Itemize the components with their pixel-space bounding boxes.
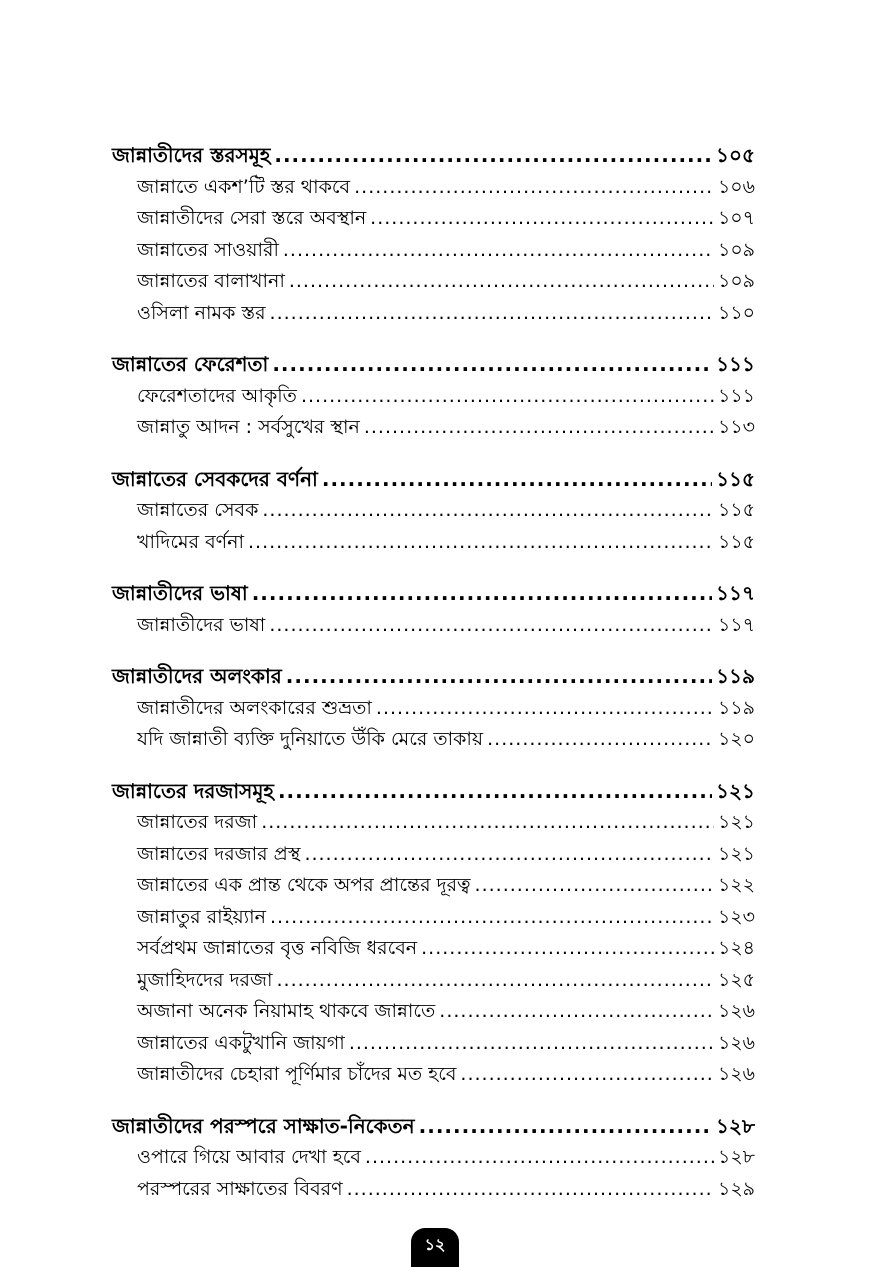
toc-entry-title: যদি জান্নাতী ব্যক্তি দুনিয়াতে উঁকি মেরে তাকায়	[137, 728, 484, 750]
toc-entry-page: ১১০	[717, 301, 755, 324]
toc-heading-page: ১২৮	[716, 1113, 755, 1138]
toc-entry	[112, 839, 755, 871]
toc-entry-title: জান্নাতে একশ’টি স্তর থাকবে	[137, 175, 351, 198]
toc-heading	[112, 140, 755, 172]
toc-entry-page: ১১৫	[718, 499, 755, 521]
dot-leader	[252, 578, 712, 610]
dot-leader	[278, 776, 712, 808]
toc-section	[112, 578, 755, 641]
toc-heading-page: ১০৫	[716, 143, 755, 167]
toc-entry-page: ১১৭	[717, 613, 755, 636]
toc-section	[112, 1111, 755, 1206]
toc-section	[112, 464, 755, 559]
toc-entry-title: জান্নাতের এক প্রান্ত থেকে অপর প্রান্তের দূরত্ব	[137, 874, 471, 896]
toc-heading-title: জান্নাতের সেবকদের বর্ণনা	[112, 466, 318, 491]
toc-entry-title: জান্নাতীদের ভাষা	[137, 613, 266, 636]
toc-entry-title: জান্নাতু আদন : সর্বসুখের স্থান	[137, 416, 360, 438]
dot-leader	[439, 996, 714, 1028]
dot-leader	[370, 203, 714, 235]
dot-leader	[376, 693, 714, 725]
toc-heading-page: ১২১	[716, 778, 755, 803]
toc-entry	[112, 235, 755, 267]
page-number: ১২	[411, 1228, 459, 1267]
toc-entry-title: মুজাহিদদের দরজা	[137, 968, 273, 991]
toc-section	[112, 349, 755, 444]
toc-entry-title: জান্নাতীদের চেহারা পূর্ণিমার চাঁদের মত হবে	[137, 1063, 457, 1085]
dot-leader	[322, 464, 712, 496]
toc-heading	[112, 1111, 755, 1143]
toc-heading-page: ১১৭	[716, 581, 755, 605]
toc-entry-page: ১২২	[717, 874, 755, 896]
toc-heading-title: জান্নাতীদের স্তরসমূহ	[112, 143, 271, 167]
toc-entry-title: জান্নাতের দরজা	[137, 811, 258, 833]
toc-entry-title: অজানা অনেক নিয়ামাহ থাকবে জান্নাতে	[137, 1000, 436, 1022]
toc-entry	[112, 1174, 755, 1206]
toc-entry	[112, 870, 755, 902]
toc-entry-page: ১২৬	[717, 1063, 755, 1085]
toc-heading-page: ১১৯	[716, 664, 755, 688]
toc-entry-title: সর্বপ্রথম জান্নাতের বৃত্ত নবিজি ধরবেন	[137, 937, 418, 959]
toc-entry	[112, 381, 755, 413]
toc-entry	[112, 1028, 755, 1060]
toc-entry-page: ১১১	[718, 384, 755, 407]
toc-entry	[112, 412, 755, 444]
toc-section	[112, 661, 755, 756]
toc-heading	[112, 464, 755, 496]
toc-entry	[112, 965, 755, 997]
toc-entry-page: ১২৮	[717, 1146, 755, 1168]
dot-leader	[365, 1142, 714, 1174]
toc-entry-title: জান্নাতুর রাইয়্যান	[137, 905, 267, 928]
toc-entry-page: ১২৬	[717, 1000, 755, 1022]
dot-leader	[270, 902, 714, 934]
toc-entry-page: ১২৪	[717, 937, 755, 959]
dot-leader	[272, 349, 712, 381]
dot-leader	[289, 266, 714, 298]
toc-entry-title: ওসিলা নামক স্তর	[137, 301, 266, 324]
toc-entry-title: জান্নাতের সাওয়ারী	[137, 238, 279, 261]
toc-entry-title: জান্নাতের বালাখানা	[137, 270, 285, 292]
toc-heading	[112, 349, 755, 381]
toc-section	[112, 140, 755, 329]
toc-entry-title: জান্নাতীদের অলংকারের শুভ্রতা	[137, 696, 372, 719]
dot-leader	[347, 1174, 714, 1206]
toc-entry-page: ১১৩	[717, 416, 755, 438]
toc-entry-page: ১২১	[717, 842, 755, 865]
table-of-contents	[112, 140, 755, 1225]
dot-leader	[261, 807, 714, 839]
toc-entry	[112, 902, 755, 934]
toc-entry-page: ১২০	[717, 728, 755, 750]
toc-heading	[112, 661, 755, 693]
toc-entry	[112, 298, 755, 330]
dot-leader	[364, 412, 714, 444]
toc-entry-page: ১২৯	[717, 1177, 755, 1200]
toc-entry	[112, 1059, 755, 1091]
toc-entry-page: ১২৬	[717, 1031, 755, 1054]
toc-entry-page: ১০৭	[717, 207, 755, 229]
dot-leader	[421, 933, 714, 965]
toc-entry-title: জান্নাতীদের সেরা স্তরে অবস্থান	[137, 207, 367, 229]
toc-entry-page: ১২৩	[717, 905, 755, 928]
toc-heading	[112, 578, 755, 610]
toc-section	[112, 776, 755, 1091]
dot-leader	[283, 235, 714, 267]
dot-leader	[262, 495, 714, 527]
toc-entry	[112, 266, 755, 298]
dot-leader	[274, 140, 712, 172]
dot-leader	[269, 610, 714, 642]
dot-leader	[475, 870, 714, 902]
toc-entry	[112, 693, 755, 725]
toc-entry-page: ১১৫	[718, 530, 755, 553]
toc-entry-title: খাদিমের বর্ণনা	[137, 530, 244, 553]
toc-entry-title: জান্নাতের সেবক	[137, 499, 259, 521]
toc-entry	[112, 527, 755, 559]
toc-heading-title: জান্নাতীদের পরস্পরে সাক্ষাত-নিকেতন	[112, 1113, 415, 1138]
dot-leader	[286, 661, 712, 693]
toc-heading	[112, 776, 755, 808]
dot-leader	[304, 839, 714, 871]
toc-heading-page: ১১৫	[716, 466, 755, 491]
dot-leader	[487, 724, 714, 756]
toc-entry-page: ১১৯	[718, 696, 755, 719]
toc-heading-title: জান্নাতীদের অলংকার	[112, 664, 282, 688]
toc-entry-title: জান্নাতের একটুখানি জায়গা	[137, 1031, 345, 1054]
toc-entry	[112, 807, 755, 839]
toc-heading-title: জান্নাতের দরজাসমূহ	[112, 778, 274, 803]
dot-leader	[460, 1059, 714, 1091]
toc-entry	[112, 933, 755, 965]
toc-entry-title: ফেরেশতাদের আকৃতি	[137, 384, 297, 407]
toc-heading-title: জান্নাতীদের ভাষা	[112, 581, 248, 605]
toc-entry	[112, 996, 755, 1028]
toc-entry-page: ১০৬	[717, 175, 755, 198]
toc-entry-page: ১২১	[717, 811, 755, 833]
toc-entry-title: পরস্পরের সাক্ষাতের বিবরণ	[137, 1177, 343, 1200]
dot-leader	[270, 298, 714, 330]
toc-heading-page: ১১১	[716, 352, 755, 376]
toc-entry	[112, 1142, 755, 1174]
toc-entry-page: ১০৯	[717, 270, 755, 292]
toc-entry	[112, 495, 755, 527]
toc-entry	[112, 724, 755, 756]
toc-entry	[112, 610, 755, 642]
dot-leader	[419, 1111, 712, 1143]
toc-heading-title: জান্নাতের ফেরেশতা	[112, 352, 269, 376]
toc-entry	[112, 172, 755, 204]
toc-entry-page: ১২৫	[717, 968, 755, 991]
dot-leader	[301, 381, 714, 413]
dot-leader	[354, 172, 714, 204]
toc-entry-page: ১০৯	[717, 238, 755, 261]
toc-entry-title: জান্নাতের দরজার প্রস্থ	[137, 842, 301, 865]
dot-leader	[248, 527, 714, 559]
dot-leader	[277, 965, 714, 997]
toc-entry-title: ওপারে গিয়ে আবার দেখা হবে	[137, 1146, 361, 1168]
dot-leader	[349, 1028, 714, 1060]
toc-entry	[112, 203, 755, 235]
